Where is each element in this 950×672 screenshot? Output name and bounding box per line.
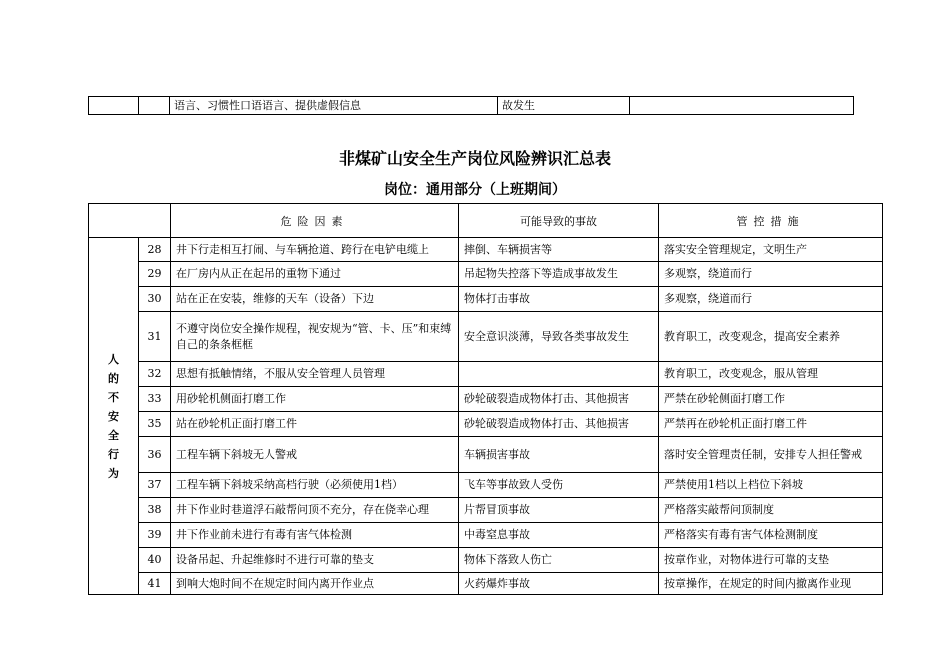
row-number-cell: 37 — [139, 473, 171, 498]
page-subtitle: 岗位：通用部分（上班期间） — [384, 182, 566, 198]
accident-cell: 飞车等事故致人受伤 — [459, 473, 659, 498]
accident-cell: 片帮冒顶事故 — [459, 498, 659, 523]
table-row — [89, 437, 883, 473]
header-cell-accident: 可能导致的事故 — [459, 204, 659, 238]
table-row — [89, 473, 883, 498]
table-row — [89, 573, 883, 595]
accident-cell: 车辆损害事故 — [459, 437, 659, 473]
table-row — [89, 548, 883, 573]
row-number-cell: 36 — [139, 437, 171, 473]
control-cell: 教育职工，改变观念，提高安全素养 — [659, 312, 883, 362]
hazard-cell: 设备吊起、升起维修时不进行可靠的垫支 — [171, 548, 459, 573]
row-number-cell: 31 — [139, 312, 171, 362]
row-number-cell: 35 — [139, 412, 171, 437]
header-cell-blank — [89, 204, 171, 238]
accident-cell — [459, 362, 659, 387]
table-row — [89, 287, 883, 312]
table-cell — [139, 97, 170, 115]
control-cell: 按章作业，对物体进行可靠的支垫 — [659, 548, 883, 573]
row-number-cell: 39 — [139, 523, 171, 548]
control-cell: 严禁再在砂轮机正面打磨工件 — [659, 412, 883, 437]
control-cell: 落实安全管理规定，文明生产 — [659, 238, 883, 262]
hazard-cell: 工程车辆下斜坡无人警戒 — [171, 437, 459, 473]
hazard-cell: 思想有抵触情绪，不服从安全管理人员管理 — [171, 362, 459, 387]
table-row — [89, 312, 883, 362]
table-row — [89, 498, 883, 523]
row-number-cell: 40 — [139, 548, 171, 573]
hazard-cell: 在厂房内从正在起吊的重物下通过 — [171, 262, 459, 287]
row-number-cell: 33 — [139, 387, 171, 412]
table-row — [89, 412, 883, 437]
table-row — [89, 97, 854, 115]
hazard-cell: 井下作业前未进行有毒有害气体检测 — [171, 523, 459, 548]
table-row — [89, 523, 883, 548]
hazard-cell: 站在砂轮机正面打磨工件 — [171, 412, 459, 437]
accident-cell: 物体下落致人伤亡 — [459, 548, 659, 573]
continued-table-row — [88, 96, 854, 115]
accident-cell: 中毒窒息事故 — [459, 523, 659, 548]
accident-cell: 摔倒、车辆损害等 — [459, 238, 659, 262]
category-label: 人的不安全行为 — [108, 352, 119, 480]
hazard-cell: 站在正在安装，维修的天车（设备）下边 — [171, 287, 459, 312]
page-title: 非煤矿山安全生产岗位风险辨识汇总表 — [338, 149, 611, 168]
row-number-cell: 28 — [139, 238, 171, 262]
table-cell: 语言、习惯性口语语言、提供虚假信息 — [170, 97, 498, 115]
row-number-cell: 29 — [139, 262, 171, 287]
table-cell — [630, 97, 854, 115]
accident-cell: 安全意识淡薄，导致各类事故发生 — [459, 312, 659, 362]
table-header-row — [89, 204, 883, 238]
table-row — [89, 262, 883, 287]
control-cell: 严格落实敲帮问顶制度 — [659, 498, 883, 523]
accident-cell: 砂轮破裂造成物体打击、其他损害 — [459, 412, 659, 437]
hazard-cell: 到响大炮时间不在规定时间内离开作业点 — [171, 573, 459, 595]
accident-cell: 吊起物失控落下等造成事故发生 — [459, 262, 659, 287]
risk-table — [88, 203, 883, 595]
row-number-cell: 41 — [139, 573, 171, 595]
table-row — [89, 238, 883, 262]
accident-cell: 砂轮破裂造成物体打击、其他损害 — [459, 387, 659, 412]
row-number-cell: 38 — [139, 498, 171, 523]
hazard-cell: 用砂轮机侧面打磨工作 — [171, 387, 459, 412]
hazard-cell: 井下行走相互打闹、与车辆抢道、跨行在电铲电缆上 — [171, 238, 459, 262]
hazard-cell: 工程车辆下斜坡采纳高档行驶（必须使用1档） — [171, 473, 459, 498]
control-cell: 多观察，绕道而行 — [659, 287, 883, 312]
hazard-cell: 井下作业时巷道浮石敲帮问顶不充分，存在侥幸心理 — [171, 498, 459, 523]
row-number-cell: 30 — [139, 287, 171, 312]
category-cell — [89, 238, 139, 595]
row-number-cell: 32 — [139, 362, 171, 387]
accident-cell: 物体打击事故 — [459, 287, 659, 312]
hazard-cell: 不遵守岗位安全操作规程，视安规为“管、卡、压”和束缚自己的条条框框 — [171, 312, 459, 362]
control-cell: 严禁在砂轮侧面打磨工作 — [659, 387, 883, 412]
accident-cell: 火药爆炸事故 — [459, 573, 659, 595]
table-row — [89, 387, 883, 412]
control-cell: 按章操作，在规定的时间内撤离作业现 — [659, 573, 883, 595]
header-cell-hazard: 危险因素 — [171, 204, 459, 238]
control-cell: 多观察，绕道而行 — [659, 262, 883, 287]
control-cell: 严禁使用1档以上档位下斜坡 — [659, 473, 883, 498]
table-row — [89, 362, 883, 387]
control-cell: 教育职工，改变观念，服从管理 — [659, 362, 883, 387]
table-cell: 故发生 — [498, 97, 630, 115]
table-cell — [89, 97, 139, 115]
control-cell: 落时安全管理责任制，安排专人担任警戒 — [659, 437, 883, 473]
header-cell-control: 管控措施 — [659, 204, 883, 238]
control-cell: 严格落实有毒有害气体检测制度 — [659, 523, 883, 548]
